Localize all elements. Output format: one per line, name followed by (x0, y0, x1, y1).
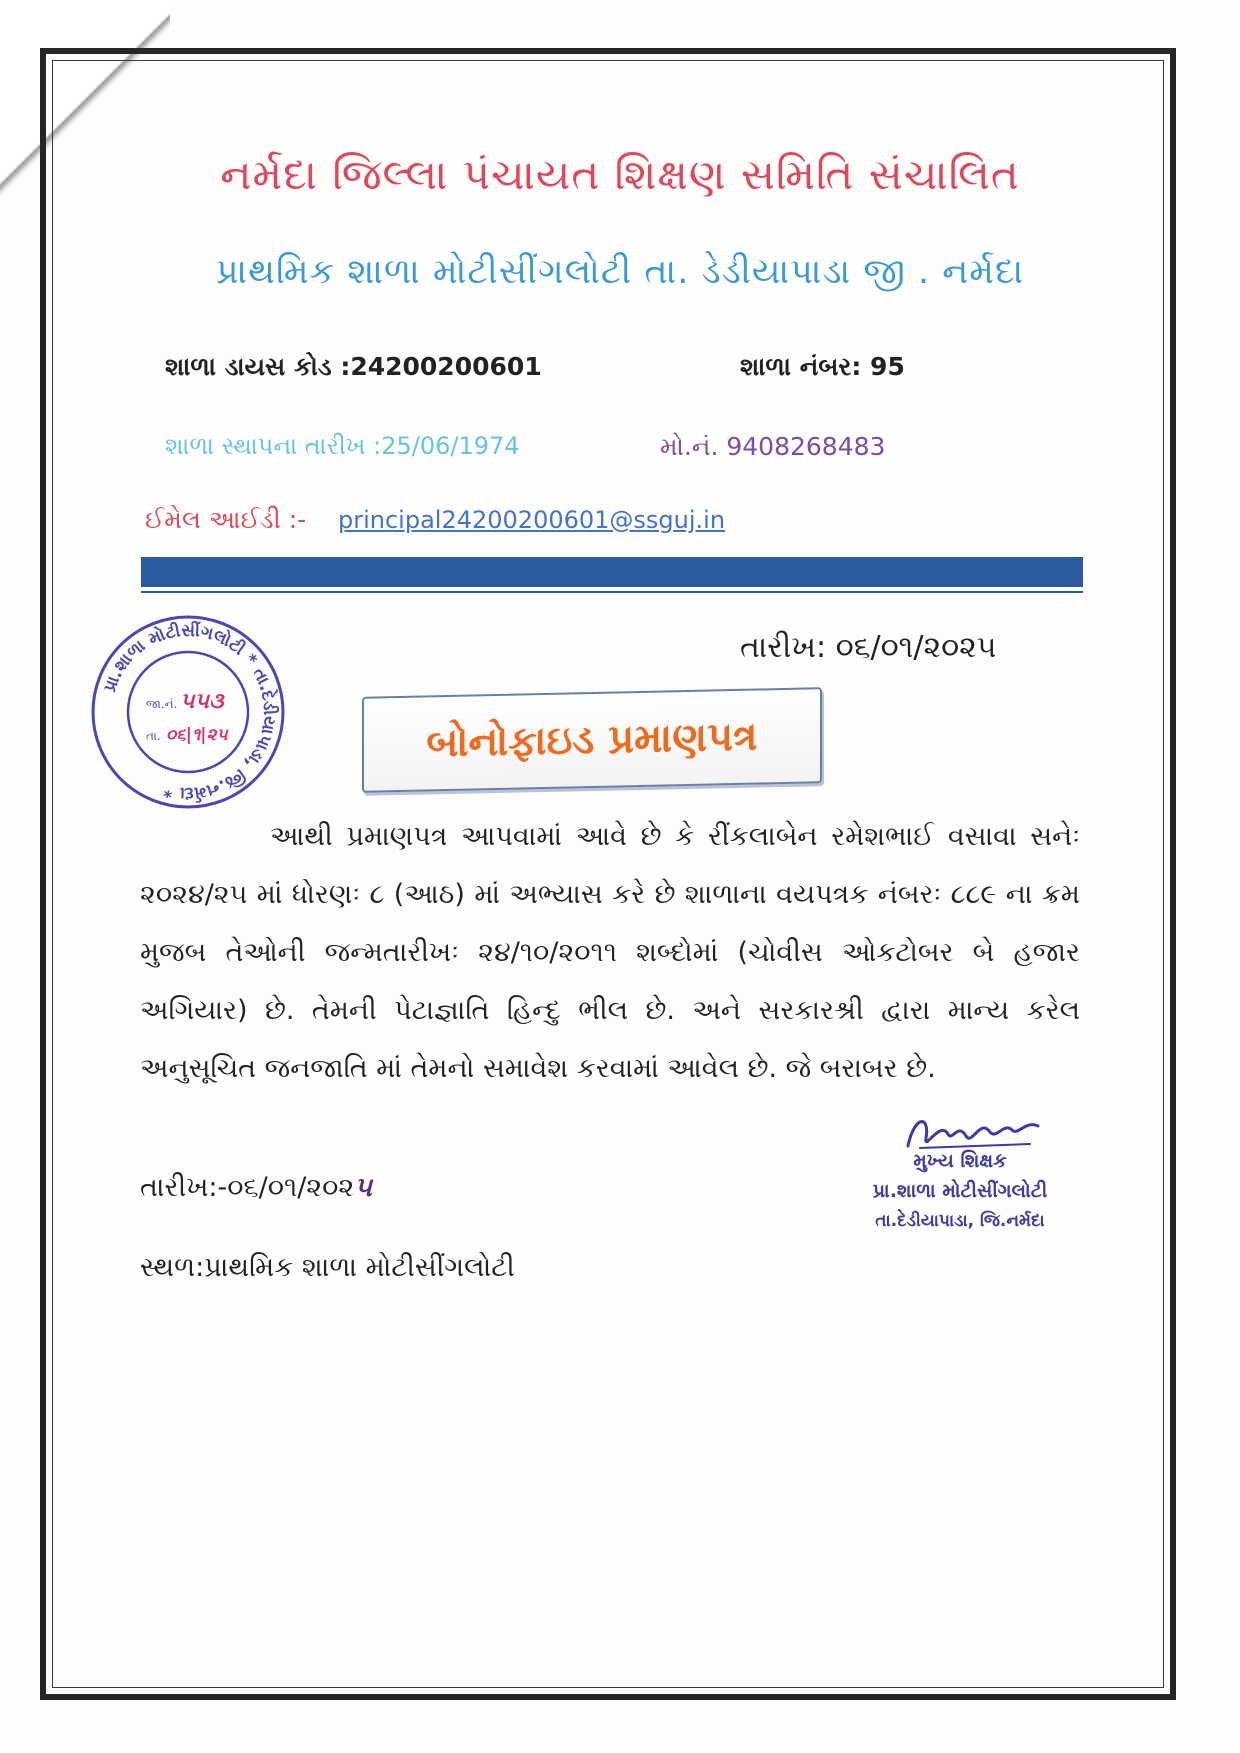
signature-block (840, 1110, 1080, 1236)
footer-date-handwritten: ૫ (354, 1172, 372, 1203)
footer-date (140, 1172, 372, 1204)
footer-date-label: તારીખ:- (140, 1172, 228, 1203)
school-number: શાળા નંબર: 95 (740, 352, 905, 381)
certificate-body-text: આથી પ્રમાણપત્ર આપવામાં આવે છે કે રીંકલાબેન રમેશભાઈ વસાવા સનેઃ ૨૦૨૪/૨૫ માં ધોરણઃ ૮ (આઠ) માં અભ્યાસ કરે છે શાળાના વયપત્રક નંબરઃ ૮૮૯ ના ક્રમ મુજબ તેઓની જન્મતારીખઃ ૨૪/૧૦/૨૦૧૧ શબ્દોમાં (ચોવીસ ઓકટોબર બે હજાર અગિયાર) છે. તેમની પેટાજ્ઞાતિ હિન્દુ ભીલ છે. અને સરકારશ્રી દ્વારા માન્ય કરેલ અનુસૂચિત જનજાતિ માં તેમનો સમાવેશ કરવામાં આવેલ છે. જે બરાબર છે. (140, 821, 1080, 1084)
signature-location: તા.દેડીયાપાડા, જિ.નર્મદા (875, 1211, 1045, 1231)
signature-school: પ્રા.શાળા મોટીસીંગલોટી (872, 1180, 1048, 1202)
certificate-body (140, 808, 1080, 1098)
school-stamp (88, 612, 288, 812)
stamp-ring-text: પ્રા.શાળા મોટીસીંગલોટી * તા.દેડીયાપાડા, જિ.નર્મદા * (99, 620, 280, 804)
school-title: પ્રાથમિક શાળા મોટીસીંગલોટી તા. ડેડીયાપાડા જી . નર્મદા (215, 252, 1025, 292)
certificate-title-banner (362, 687, 822, 793)
signature-role: મુખ્ય શિક્ષક (913, 1150, 1007, 1172)
email-link[interactable]: principal24200200601@ssguj.in (338, 506, 726, 534)
certificate-title: બોનોફાઇડ પ્રમાણપત્ર (426, 713, 758, 767)
mobile-number: મો.નં. 9408268483 (660, 432, 886, 461)
place-line: સ્થળ:પ્રાથમિક શાળા મોટીસીંગલોટી (140, 1252, 515, 1283)
stamp-number-label: જા.નં. (146, 697, 178, 711)
stamp-number: ૫૫૩ (180, 689, 224, 714)
dise-code: શાળા ડાયસ કોડ :24200200601 (165, 352, 542, 381)
header-divider-line (141, 591, 1083, 593)
footer-date-value: ૦૬/૦૧/૨૦૨ (227, 1172, 355, 1203)
committee-title: નર્મદા જિલ્લા પંચાયત શિક્ષણ સમિતિ સંચાલિત (220, 150, 1020, 199)
header-divider-band (141, 557, 1083, 587)
email-label: ઈમેલ આઈડી :- (145, 505, 307, 534)
document-date: તારીખ: ૦૬/૦૧/૨૦૨૫ (740, 630, 997, 665)
stamp-date: ૦૬|૧|૨૫ (166, 725, 228, 745)
stamp-date-label: તા. (146, 729, 161, 743)
established-date: શાળા સ્થાપના તારીખ :25/06/1974 (165, 432, 520, 460)
